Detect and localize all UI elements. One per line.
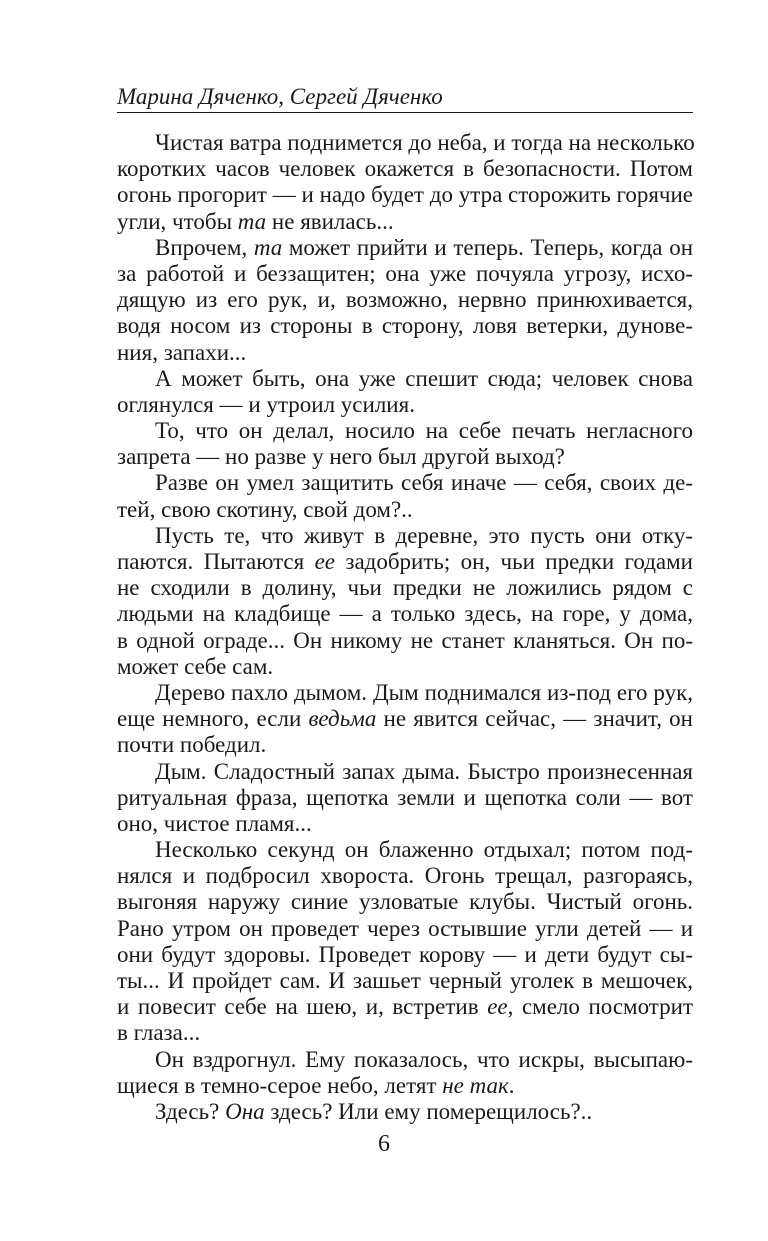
text-segment: Впрочем,: [155, 234, 254, 260]
text-segment: может прийти и теперь. Теперь, когда он: [282, 234, 693, 260]
text-line: [117, 444, 693, 470]
text-segment: в глаза...: [117, 1020, 201, 1046]
text-line: [117, 130, 693, 156]
italic-text-segment: та: [237, 208, 267, 234]
text-line: [117, 156, 693, 182]
text-line: [117, 811, 693, 837]
text-line: [117, 523, 693, 549]
text-segment: коротких часов человек окажется в безопасности. Потом: [117, 156, 693, 182]
text-segment: задобрить; он, чьи предки годами: [335, 549, 693, 574]
text-segment: они будут здоровы. Проведет корову — и дети будут сы-: [117, 941, 693, 967]
text-segment: не сходили в долину, чьи предки не ложились рядом с: [117, 575, 693, 601]
text-segment: ты... И пройдет сам. И зашьет черный уголек в мешочек,: [117, 968, 693, 993]
italic-text-segment: та: [253, 234, 283, 260]
text-segment: нялся и подбросил хвороста. Огонь трещал, разгораясь,: [117, 863, 693, 889]
text-line: [117, 497, 693, 523]
text-line: [117, 418, 693, 444]
text-segment: , смело посмотрит: [507, 994, 694, 1020]
text-line: [117, 235, 693, 261]
running-header: Марина Дяченко, Сергей Дяченко: [117, 84, 443, 109]
italic-text-segment: Она: [225, 1098, 265, 1124]
text-segment: угли, чтобы: [117, 208, 238, 234]
text-line: [117, 889, 693, 915]
text-line: [117, 601, 693, 627]
text-segment: еще немного, если: [117, 706, 309, 732]
text-line: [117, 680, 693, 706]
text-segment: Несколько секунд он блаженно отдыхал; потом под-: [155, 837, 693, 863]
text-segment: в одной ограде... Он никому не станет кланяться. Он по-: [117, 627, 693, 653]
text-line: [117, 837, 693, 863]
text-segment: Он вздрогнул. Ему показалось, что искры, высыпаю-: [155, 1046, 693, 1072]
text-segment: Дерево пахло дымом. Дым поднимался из-под его рук,: [155, 679, 693, 705]
text-line: [117, 732, 693, 758]
text-segment: Дым. Сладостный запах дыма. Быстро произнесенная: [155, 758, 693, 784]
text-line: [117, 654, 693, 680]
text-segment: ния, запахи...: [117, 339, 247, 365]
text-line: [117, 759, 693, 785]
text-line: [117, 182, 693, 208]
italic-text-segment: ее: [487, 994, 508, 1020]
text-line: [117, 261, 693, 287]
text-line: [117, 1047, 693, 1073]
text-segment: выгоняя наружу синие узловатые клубы. Чистый огонь.: [117, 889, 693, 915]
italic-text-segment: ее: [314, 549, 335, 574]
text-segment: оглянулся — и утроил усилия.: [117, 391, 415, 417]
text-segment: .: [508, 1072, 515, 1098]
text-segment: запрета — но разве у него был другой выход?: [117, 444, 565, 470]
italic-text-segment: ведьма: [308, 706, 377, 732]
italic-text-segment: не так: [442, 1072, 509, 1098]
text-line: [117, 313, 693, 339]
text-line: [117, 366, 693, 392]
text-segment: оно, чистое пламя...: [117, 810, 312, 836]
text-segment: паются. Пытаются: [117, 549, 315, 574]
text-segment: не явилась...: [266, 208, 394, 234]
header-rule: [117, 112, 693, 113]
text-segment: дящую из его рук, и, возможно, нервно принюхивается,: [117, 287, 693, 313]
text-segment: щиеся в темно-серое небо, летят: [117, 1072, 443, 1098]
text-line: [117, 287, 693, 313]
text-segment: водя носом из стороны в сторону, ловя ветерки, дунове-: [117, 313, 693, 339]
text-line: [117, 785, 693, 811]
text-line: [117, 628, 693, 654]
text-line: [117, 470, 693, 496]
text-line: [117, 1099, 693, 1125]
text-segment: здесь? Или ему померещилось?..: [264, 1098, 593, 1124]
text-segment: людьми на кладбище — а только здесь, на горе, у дома,: [117, 601, 693, 627]
text-line: [117, 549, 693, 575]
text-segment: не явится сейчас, — значит, он: [376, 706, 693, 732]
text-segment: Разве он умел защитить себя иначе — себя, своих де-: [155, 470, 693, 496]
text-line: [117, 968, 693, 994]
text-segment: Рано утром он проведет через остывшие угли детей — и: [117, 915, 693, 941]
text-line: [117, 1073, 693, 1099]
text-line: [117, 392, 693, 418]
text-line: [117, 916, 693, 942]
text-line: [117, 863, 693, 889]
text-line: [117, 575, 693, 601]
text-segment: тей, свою скотину, свой дом?..: [117, 496, 413, 522]
text-segment: огонь прогорит — и надо будет до утра сторожить горячие: [117, 182, 693, 208]
text-segment: То, что он делал, носило на себе печать негласного: [155, 418, 693, 444]
text-segment: за работой и беззащитен; она уже почуяла угрозу, исхо-: [117, 260, 693, 286]
text-line: [117, 942, 693, 968]
text-line: [117, 994, 693, 1020]
text-segment: может себе сам.: [117, 653, 274, 679]
text-segment: Чистая ватра поднимется до неба, и тогда на несколько: [155, 130, 695, 155]
text-segment: и повесит себе на шею, и, встретив: [117, 994, 488, 1020]
text-line: [117, 340, 693, 366]
text-line: [117, 1020, 693, 1046]
text-segment: А может быть, она уже спешит сюда; человек снова: [155, 365, 693, 391]
page-number: 6: [378, 1131, 390, 1157]
text-line: [117, 706, 693, 732]
text-segment: Пусть те, что живут в деревне, это пусть они отку-: [155, 522, 693, 548]
text-segment: ритуальная фраза, щепотка земли и щепотка соли — вот: [117, 784, 693, 810]
text-segment: почти победил.: [117, 732, 267, 758]
text-line: [117, 209, 693, 235]
text-segment: Здесь?: [155, 1098, 226, 1124]
body-text: [117, 130, 693, 1125]
